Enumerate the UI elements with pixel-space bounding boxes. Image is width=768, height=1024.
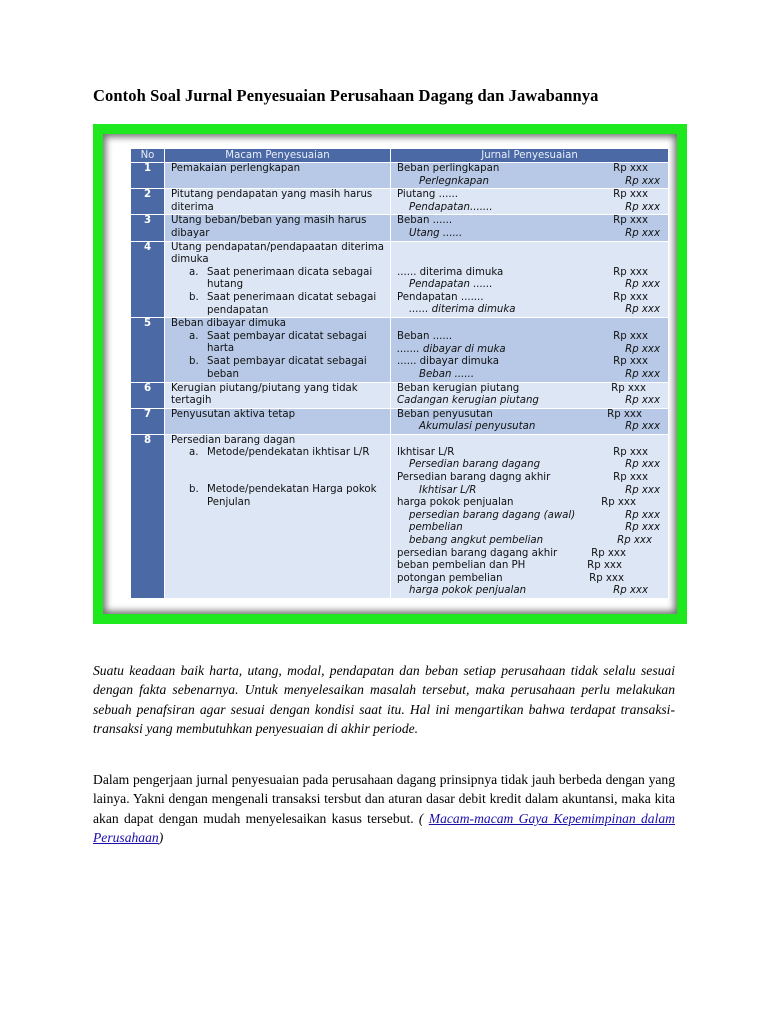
journal-amount: Rp xxx xyxy=(613,215,648,227)
macam-cell xyxy=(165,434,391,598)
header-jurnal: Jurnal Penyesuaian xyxy=(391,149,669,163)
journal-account: Pendapatan ...... xyxy=(409,279,493,291)
journal-amount: Rp xxx xyxy=(613,291,648,303)
macam-text: Beban dibayar dimuka xyxy=(171,318,287,330)
journal-amount: Rp xxx xyxy=(613,472,648,484)
journal-line xyxy=(397,228,662,241)
macam-cell xyxy=(165,215,391,241)
table-row xyxy=(131,318,669,382)
journal-amount: Rp xxx xyxy=(625,279,660,291)
journal-line xyxy=(397,163,662,176)
journal-account: Beban ...... xyxy=(397,215,453,227)
journal-amount: Rp xxx xyxy=(625,343,660,355)
journal-line xyxy=(397,304,662,317)
journal-account: bebang angkut pembelian xyxy=(409,535,544,547)
macam-text: Persedian barang dagan xyxy=(171,434,296,446)
macam-cell xyxy=(165,189,391,215)
macam-cell xyxy=(165,318,391,382)
journal-line xyxy=(397,535,662,548)
journal-amount: Rp xxx xyxy=(613,446,648,458)
table-row xyxy=(131,382,669,408)
journal-line xyxy=(397,344,662,357)
journal-line xyxy=(397,292,662,305)
journal-account: beban pembelian dan PH xyxy=(397,560,526,572)
macam-text: Pitutang pendapatan yang masih harus diterima xyxy=(171,189,373,213)
journal-line xyxy=(397,585,662,598)
row-number: 6 xyxy=(131,382,165,408)
journal-amount: Rp xxx xyxy=(625,227,660,239)
jurnal-cell xyxy=(391,189,669,215)
sub-item-marker: b. xyxy=(189,355,199,367)
journal-account: persedian barang dagang (awal) xyxy=(409,509,576,521)
sub-item-marker: a. xyxy=(189,330,199,342)
journal-account: Piutang ...... xyxy=(397,189,459,201)
journal-line xyxy=(397,510,662,523)
journal-account: Cadangan kerugian piutang xyxy=(397,395,539,407)
body-paragraph xyxy=(93,770,675,848)
journal-line xyxy=(397,202,662,215)
jurnal-cell xyxy=(391,408,669,434)
row-number: 2 xyxy=(131,189,165,215)
journal-line xyxy=(397,472,662,485)
sub-item-text: Saat penerimaan dicatat sebagai pendapatan xyxy=(207,291,377,316)
table-header-row xyxy=(131,149,669,163)
row-number: 3 xyxy=(131,215,165,241)
journal-line xyxy=(397,522,662,535)
journal-line xyxy=(397,548,662,561)
journal-amount: Rp xxx xyxy=(625,175,660,187)
journal-line xyxy=(397,279,662,292)
journal-amount: Rp xxx xyxy=(617,535,652,547)
journal-account: Perlegnkapan xyxy=(419,175,489,187)
journal-amount: Rp xxx xyxy=(611,382,646,394)
sub-item-marker: a. xyxy=(189,266,199,278)
journal-line xyxy=(397,189,662,202)
journal-line xyxy=(397,447,662,460)
jurnal-cell xyxy=(391,163,669,189)
journal-account: Beban penyusutan xyxy=(397,408,493,420)
journal-account: harga pokok penjualan xyxy=(397,497,514,509)
sub-item-marker: b. xyxy=(189,484,199,496)
table-row xyxy=(131,241,669,318)
journal-amount: Rp xxx xyxy=(625,509,660,521)
journal-line xyxy=(397,215,662,228)
journal-line xyxy=(397,369,662,382)
journal-amount: Rp xxx xyxy=(613,189,648,201)
macam-text: Utang pendapatan/pendapaatan diterima dimuka xyxy=(171,241,384,266)
macam-text: Kerugian piutang/piutang yang tidak tertagih xyxy=(171,382,358,407)
page-title: Contoh Soal Jurnal Penyesuaian Perusahaan Dagang dan Jawabannya xyxy=(93,86,599,105)
journal-account: ...... dibayar dimuka xyxy=(397,356,500,368)
journal-amount: Rp xxx xyxy=(613,585,648,597)
table-row xyxy=(131,189,669,215)
journal-account: Ikhtisar L/R xyxy=(419,484,477,496)
row-number: 4 xyxy=(131,241,165,318)
journal-account: Ikhtisar L/R xyxy=(397,446,455,458)
journal-line xyxy=(397,573,662,586)
sub-item-marker: a. xyxy=(189,447,199,459)
table-row xyxy=(131,434,669,598)
journal-line xyxy=(397,395,662,408)
intro-paragraph: Suatu keadaan baik harta, utang, modal, pendapatan dan beban setiap perusahaan tidak selalu sesuai dengan fakta sebenarnya. Untuk menyelesaikan masalah tersebut, maka perusahaan perlu melakukan sebuah penafsiran agar sesuai dengan kondisi saat itu. Hal ini mengartikan bahwa terdapat transaksi-transaksi yang membutuhkan penyesuaian di akhir periode. xyxy=(93,663,675,737)
jurnal-cell xyxy=(391,382,669,408)
journal-account: Pendapatan....... xyxy=(409,201,493,213)
journal-amount: Rp xxx xyxy=(613,163,648,174)
journal-amount: Rp xxx xyxy=(625,201,660,213)
sub-item xyxy=(189,331,384,356)
macam-cell xyxy=(165,163,391,189)
link-close-paren: ) xyxy=(158,830,164,846)
journal-line xyxy=(397,560,662,573)
sub-item xyxy=(189,447,384,460)
macam-cell xyxy=(165,408,391,434)
journal-account: potongan pembelian xyxy=(397,572,503,584)
journal-amount: Rp xxx xyxy=(607,408,642,420)
journal-line xyxy=(397,383,662,396)
journal-line xyxy=(397,356,662,369)
journal-amount: Rp xxx xyxy=(625,304,660,316)
journal-amount: Rp xxx xyxy=(625,421,660,433)
macam-cell xyxy=(165,241,391,318)
journal-amount: Rp xxx xyxy=(591,547,626,559)
jurnal-cell xyxy=(391,318,669,382)
journal-amount: Rp xxx xyxy=(587,560,622,572)
journal-account: ....... dibayar di muka xyxy=(397,343,506,355)
header-no: No xyxy=(131,149,165,163)
journal-account: Persedian barang dagang xyxy=(409,459,541,471)
journal-line xyxy=(397,485,662,498)
macam-text: Pemakaian perlengkapan xyxy=(171,163,301,174)
row-number: 5 xyxy=(131,318,165,382)
journal-account: Beban kerugian piutang xyxy=(397,382,520,394)
table-row xyxy=(131,215,669,241)
journal-amount: Rp xxx xyxy=(601,497,636,509)
row-number: 7 xyxy=(131,408,165,434)
table-image-inner xyxy=(103,134,677,614)
jurnal-cell xyxy=(391,241,669,318)
journal-account: Akumulasi penyusutan xyxy=(419,421,536,433)
sub-item-text: Saat penerimaan dicata sebagai hutang xyxy=(207,266,373,291)
journal-line xyxy=(397,497,662,510)
macam-text: Penyusutan aktiva tetap xyxy=(171,408,296,420)
journal-account: pembelian xyxy=(409,522,463,534)
row-number: 8 xyxy=(131,434,165,598)
journal-line xyxy=(397,421,662,434)
journal-account: Pendapatan ....... xyxy=(397,291,484,303)
journal-amount: Rp xxx xyxy=(613,331,648,343)
sub-item-text: Metode/pendekatan Harga pokok Penjulan xyxy=(207,484,377,508)
jurnal-cell xyxy=(391,434,669,598)
journal-line xyxy=(397,176,662,189)
journal-account: Beban ...... xyxy=(419,368,475,380)
sub-item xyxy=(189,267,384,292)
journal-account: ...... diterima dimuka xyxy=(409,304,516,316)
sub-item xyxy=(189,292,384,317)
journal-account: ...... diterima dimuka xyxy=(397,266,504,278)
journal-line xyxy=(397,459,662,472)
related-article-link[interactable]: Macam-macam Gaya Kepemimpinan dalam Perusahaan xyxy=(93,810,675,846)
sub-item-text: Saat pembayar dicatat sebagai beban xyxy=(207,355,367,380)
sub-item xyxy=(189,484,384,509)
table-image-frame xyxy=(93,124,687,624)
journal-account: Utang ...... xyxy=(409,227,463,239)
jurnal-cell xyxy=(391,215,669,241)
journal-account: harga pokok penjualan xyxy=(409,585,527,597)
sub-item-text: Metode/pendekatan ikhtisar L/R xyxy=(207,447,370,459)
journal-amount: Rp xxx xyxy=(625,395,660,407)
journal-amount: Rp xxx xyxy=(625,484,660,496)
sub-item-marker: b. xyxy=(189,291,199,303)
journal-amount: Rp xxx xyxy=(589,572,624,584)
table-row xyxy=(131,408,669,434)
journal-account: persedian barang dagang akhir xyxy=(397,547,558,559)
journal-amount: Rp xxx xyxy=(613,266,648,278)
journal-line xyxy=(397,409,662,422)
sub-item xyxy=(189,356,384,381)
header-macam: Macam Penyesuaian xyxy=(165,149,391,163)
adjustment-journal-table xyxy=(130,148,669,599)
journal-account: Beban perlingkapan xyxy=(397,163,500,174)
sub-item-text: Saat pembayar dicatat sebagai harta xyxy=(207,330,367,355)
journal-amount: Rp xxx xyxy=(625,459,660,471)
journal-amount: Rp xxx xyxy=(625,522,660,534)
macam-cell xyxy=(165,382,391,408)
table-row xyxy=(131,163,669,189)
link-open-paren: ( xyxy=(413,810,429,826)
row-number: 1 xyxy=(131,163,165,189)
journal-line xyxy=(397,267,662,280)
journal-account: Beban ...... xyxy=(397,331,453,343)
journal-line xyxy=(397,331,662,344)
journal-amount: Rp xxx xyxy=(613,356,648,368)
journal-account: Persedian barang dagng akhir xyxy=(397,472,551,484)
macam-text: Utang beban/beban yang masih harus dibayar xyxy=(171,215,367,239)
body-paragraph-text: Dalam pengerjaan jurnal penyesuaian pada perusahaan dagang prinsipnya tidak jauh berbeda dengan yang lainya. Yakni dengan mengenali transaksi tersbut dan aturan dasar debit kredit dalam akuntansi, maka kita akan dapat dengan mudah menyelesaikan kasus tersebut. xyxy=(93,772,675,826)
journal-amount: Rp xxx xyxy=(625,368,660,380)
